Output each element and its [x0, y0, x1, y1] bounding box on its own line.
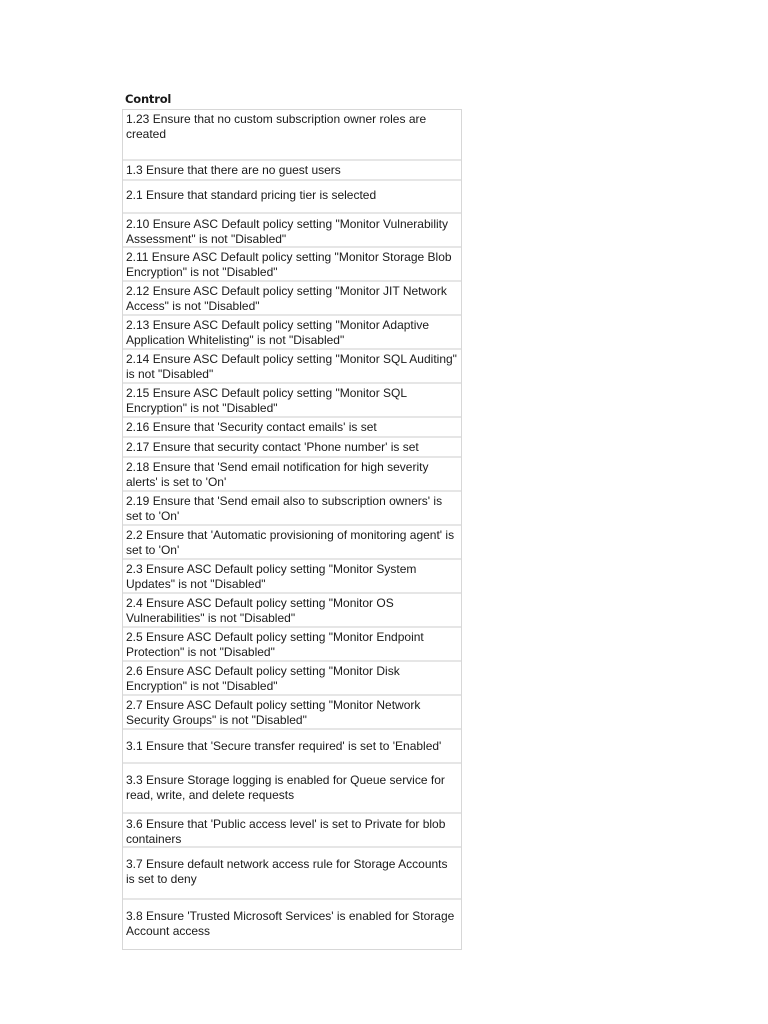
table-row: 2.6 Ensure ASC Default policy setting "Monitor Disk Encryption" is not "Disabled" [123, 662, 461, 696]
table-row: 3.7 Ensure default network access rule for Storage Accounts is set to deny [123, 848, 461, 900]
table-row: 2.11 Ensure ASC Default policy setting "Monitor Storage Blob Encryption" is not "Disabled" [123, 248, 461, 282]
table-row: 2.15 Ensure ASC Default policy setting "Monitor SQL Encryption" is not "Disabled" [123, 384, 461, 418]
table-row: 2.5 Ensure ASC Default policy setting "Monitor Endpoint Protection" is not "Disabled" [123, 628, 461, 662]
table-row: 2.10 Ensure ASC Default policy setting "Monitor Vulnerability Assessment" is not "Disabled" [123, 214, 461, 248]
table-row: 2.17 Ensure that security contact 'Phone number' is set [123, 438, 461, 458]
table-row: 3.1 Ensure that 'Secure transfer required' is set to 'Enabled' [123, 730, 461, 764]
table-row: 2.4 Ensure ASC Default policy setting "Monitor OS Vulnerabilities" is not "Disabled" [123, 594, 461, 628]
table-row: 2.12 Ensure ASC Default policy setting "Monitor JIT Network Access" is not "Disabled" [123, 282, 461, 316]
table-row: 3.6 Ensure that 'Public access level' is set to Private for blob containers [123, 814, 461, 848]
table-row: 3.8 Ensure 'Trusted Microsoft Services' is enabled for Storage Account access [126, 909, 455, 938]
controls-table [122, 109, 462, 950]
table-row: 2.2 Ensure that 'Automatic provisioning of monitoring agent' is set to 'On' [123, 526, 461, 560]
table-row: 2.18 Ensure that 'Send email notification for high severity alerts' is set to 'On' [123, 458, 461, 492]
table-row: 1.3 Ensure that there are no guest users [123, 161, 461, 181]
table-row: 1.23 Ensure that no custom subscription owner roles are created [123, 110, 461, 161]
table-row: 2.14 Ensure ASC Default policy setting "Monitor SQL Auditing" is not "Disabled" [123, 350, 461, 384]
table-row: 2.13 Ensure ASC Default policy setting "Monitor Adaptive Application Whitelisting" is not "Disabled" [123, 316, 461, 350]
column-header-control: Control [125, 92, 172, 106]
table-row: 2.19 Ensure that 'Send email also to subscription owners' is set to 'On' [123, 492, 461, 526]
table-row: 3.3 Ensure Storage logging is enabled for Queue service for read, write, and delete requests [123, 764, 461, 814]
table-row: 2.1 Ensure that standard pricing tier is selected [123, 181, 461, 214]
table-row: 2.7 Ensure ASC Default policy setting "Monitor Network Security Groups" is not "Disabled" [123, 696, 461, 730]
table-row: 2.16 Ensure that 'Security contact emails' is set [123, 418, 461, 438]
table-row: 2.3 Ensure ASC Default policy setting "Monitor System Updates" is not "Disabled" [123, 560, 461, 594]
